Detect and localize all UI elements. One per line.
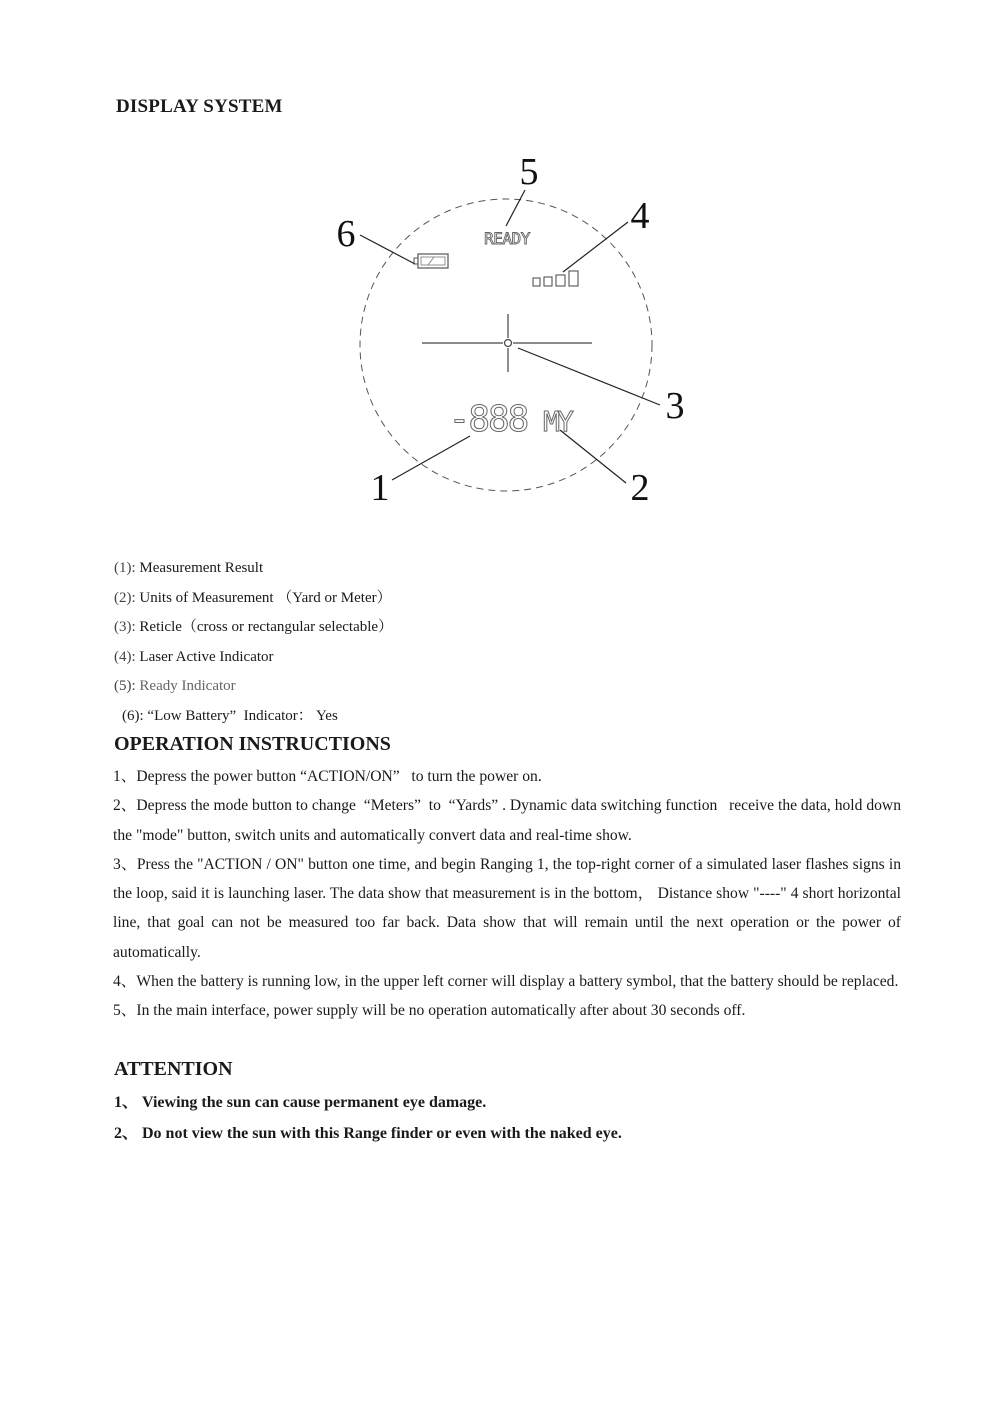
unit-indicator: MY — [543, 405, 571, 438]
callout-2: 2 — [630, 467, 650, 509]
measurement-digits: -888 — [448, 399, 528, 440]
attention-list — [114, 1088, 874, 1149]
legend-text: Reticle（cross or rectangular selectable） — [139, 619, 394, 635]
legend-number: (3): — [114, 619, 136, 635]
callout-5: 5 — [519, 151, 539, 193]
legend-number: (4): — [114, 648, 136, 665]
operation-step: 4、When the battery is running low, in the upper left corner will display a battery symbol, that the battery should be replaced. — [113, 973, 899, 991]
display-system-heading: DISPLAY SYSTEM — [116, 96, 283, 117]
ready-indicator: READY — [484, 229, 530, 248]
laser-active-icon — [533, 271, 578, 286]
legend-item — [114, 586, 614, 616]
operation-step: 2、Depress the mode button to change “Meters” to “Yards” . Dynamic data switching function receive the data, hold down the "mode" button, switch units and automatically convert data and real-time show. — [113, 797, 901, 844]
leader-line-5 — [506, 190, 525, 226]
legend-text: Measurement Result — [139, 560, 264, 576]
legend-item — [114, 674, 614, 704]
operation-step: 5、In the main interface, power supply will be no operation automatically after about 30 seconds off. — [113, 1002, 746, 1020]
display-legend — [114, 556, 614, 733]
leader-line-2 — [560, 430, 626, 483]
attention-item: 1、 Viewing the sun can cause permanent eye damage. — [114, 1094, 487, 1111]
leader-line-3 — [518, 348, 660, 405]
legend-text: “Low Battery” Indicator： Yes — [147, 707, 338, 724]
attention-heading: ATTENTION — [114, 1058, 233, 1080]
operation-steps — [113, 762, 901, 1026]
reticle-cross-icon — [422, 314, 592, 372]
legend-number: (5): — [114, 678, 136, 694]
leader-line-6 — [360, 235, 415, 264]
battery-icon — [414, 254, 448, 268]
callout-4: 4 — [630, 195, 650, 237]
legend-text: Laser Active Indicator — [139, 648, 274, 665]
leader-line-1 — [392, 436, 470, 480]
operation-step: 1、Depress the power button “ACTION/ON” to turn the power on. — [113, 768, 542, 785]
legend-number: (6): — [122, 707, 144, 724]
operation-step: 3、Press the "ACTION / ON" button one time, and begin Ranging 1, the top-right corner of a simulated laser flashes signs in the loop, said it is launching laser. The data show that measurement is in the bottom， Distance show "----" 4 short horizontal line, that goal can not be measured too far back. Data show that will remain until the next operation or the power of automatically. — [113, 855, 901, 961]
display-diagram — [320, 140, 700, 520]
callout-3: 3 — [665, 385, 685, 427]
legend-item — [114, 704, 614, 734]
legend-item — [114, 645, 614, 675]
legend-item — [114, 556, 614, 586]
legend-text: Units of Measurement （Yard or Meter） — [139, 589, 392, 606]
callout-1: 1 — [370, 467, 390, 509]
callout-6: 6 — [336, 213, 356, 255]
legend-number: (1): — [114, 560, 136, 576]
attention-item: 2、 Do not view the sun with this Range finder or even with the naked eye. — [114, 1124, 622, 1142]
legend-item — [114, 615, 614, 645]
legend-text: Ready Indicator — [139, 678, 236, 694]
legend-number: (2): — [114, 589, 136, 606]
operation-instructions-heading: OPERATION INSTRUCTIONS — [114, 733, 391, 755]
